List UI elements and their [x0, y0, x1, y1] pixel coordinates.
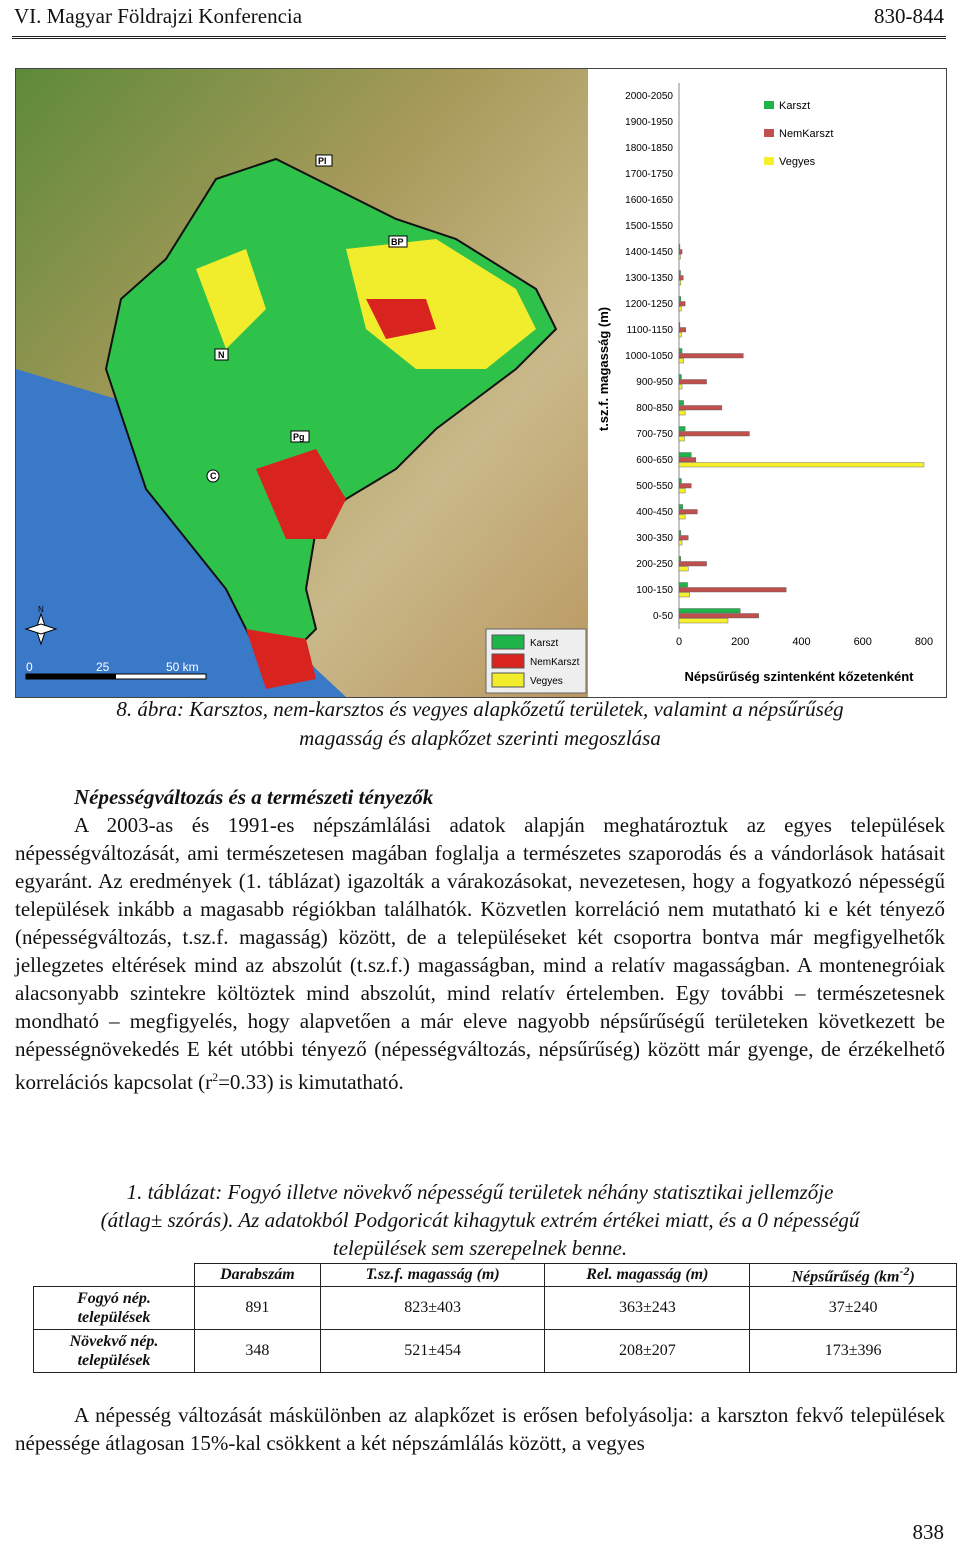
row-label: Fogyó nép. települések — [34, 1287, 195, 1330]
table-caption — [15, 1178, 945, 1262]
bar-vegyes — [679, 489, 685, 494]
table-cell: 363±243 — [545, 1287, 750, 1330]
bar-karszt — [679, 401, 684, 406]
bar-vegyes — [679, 437, 685, 442]
y-tick-label: 400-450 — [636, 507, 673, 518]
figure-label: 8. ábra: — [116, 697, 184, 721]
bar-nemkarszt — [679, 354, 743, 359]
north-label: N — [38, 605, 44, 614]
bar-vegyes — [679, 463, 924, 468]
bar-vegyes — [679, 619, 728, 624]
table-cell: 37±240 — [750, 1287, 957, 1330]
bar-nemkarszt — [679, 588, 786, 593]
x-tick-label: 400 — [792, 636, 811, 648]
figure-caption-line1 — [0, 697, 960, 722]
section-heading: Népességváltozás és a természeti tényezők — [74, 785, 434, 809]
y-tick-label: 1900-1950 — [625, 117, 673, 128]
bar-nemkarszt — [679, 380, 707, 385]
table-cell: 823±403 — [320, 1287, 545, 1330]
x-tick-label: 800 — [914, 636, 934, 648]
y-tick-label: 1700-1750 — [625, 169, 673, 180]
scale-label: 25 — [96, 660, 110, 674]
table-header: Rel. magasság (m) — [545, 1264, 750, 1287]
table-cell: 521±454 — [320, 1330, 545, 1373]
y-tick-label: 1400-1450 — [625, 247, 673, 258]
table-header: Népsűrűség $(km^{-2})$ — [750, 1264, 957, 1287]
bar-karszt — [679, 245, 680, 250]
bar-nemkarszt — [679, 614, 759, 619]
legend-label: Karszt — [530, 638, 559, 649]
map-legend — [486, 629, 586, 693]
table-cell: 348 — [195, 1330, 321, 1373]
scale-label: 50 km — [166, 660, 199, 674]
y-tick-label: 600-650 — [636, 455, 673, 466]
town-label: N — [218, 350, 225, 360]
table-header-row — [34, 1264, 957, 1287]
town-label: Pl — [318, 156, 327, 166]
bar-karszt — [679, 609, 740, 614]
town-label: BP — [391, 237, 404, 247]
bar-nemkarszt — [679, 510, 697, 515]
table-row — [34, 1287, 957, 1330]
bar-karszt — [679, 453, 691, 458]
bar-nemkarszt — [679, 432, 749, 437]
body-paragraph — [15, 811, 945, 1096]
bar-nemkarszt — [679, 458, 696, 463]
bar-karszt — [679, 427, 685, 432]
bar-vegyes — [679, 593, 690, 598]
chart-legend-label: Vegyes — [779, 156, 816, 168]
table-caption-line: települések sem szerepelnek benne. — [332, 1236, 628, 1260]
y-tick-label: 900-950 — [636, 377, 673, 388]
bar-karszt — [679, 323, 680, 328]
bar-vegyes — [679, 281, 681, 286]
y-tick-label: 1000-1050 — [625, 351, 673, 362]
y-tick-label: 1200-1250 — [625, 299, 673, 310]
town-label: C — [210, 471, 217, 481]
map-and-chart-figure — [16, 69, 946, 697]
bar-vegyes — [679, 333, 681, 338]
y-axis-title: t.sz.f. magasság (m) — [596, 306, 611, 432]
bar-vegyes — [679, 359, 684, 364]
table-caption-line: 1. táblázat: Fogyó illetve növekvő népességű területek néhány statisztikai jellemzője — [126, 1180, 834, 1204]
table-corner — [34, 1264, 195, 1287]
y-tick-label: 1800-1850 — [625, 143, 673, 154]
bar-karszt — [679, 557, 681, 562]
table-cell: 208±207 — [545, 1330, 750, 1373]
y-tick-label: 1600-1650 — [625, 195, 673, 206]
y-tick-label: 100-150 — [636, 585, 673, 596]
conference-title: VI. Magyar Földrajzi Konferencia — [14, 4, 303, 28]
bar-nemkarszt — [679, 302, 685, 307]
bar-nemkarszt — [679, 328, 686, 333]
page-number: 838 — [912, 1520, 944, 1544]
bar-vegyes — [679, 255, 681, 260]
bar-vegyes — [679, 515, 685, 520]
body-text: A 2003-as és 1991-es népszámlálási adatok alapján meghatároztuk az egyes települések népességváltozását, ami természetesen magában foglalja a természetes szaporodás és a vándorlások hatásait egyaránt. Az eredmények (1. táblázat) igazolták a várakozásokat, nevezetesen, hogy a fogyatkozó népességű települések inkább a magasabb régiókban találhatók. Közvetlen korreláció nem mutatható ki e két tényező (népességváltozás, t.sz.f. magasság) között, de a településeket két csoportra bontva már megfigyelhetők jellegzetes eltérések mind az abszolút (t.sz.f.) magasságban, mind a relatív magasságban. A montenegróiak alacsonyabb szintekre költöztek mind abszolút, mind relatív értelemben. Egy további – természetesnek mondható – megfigyelés, hogy alapvetően a már eleve nagyobb népsűrűségű területeken következett be népességnövekedés E két utóbbi tényező (népességváltozás, népsűrűség) között már gyenge, de érzékelhető korrelációs kapcsolat — [15, 813, 945, 1094]
y-tick-label: 1100-1150 — [626, 325, 673, 336]
bar-vegyes — [679, 411, 685, 416]
bar-karszt — [679, 375, 681, 380]
table-cell: 891 — [195, 1287, 321, 1330]
bar-vegyes — [679, 567, 688, 572]
statistics-table — [33, 1263, 957, 1373]
table-header: T.sz.f. magasság (m) — [320, 1264, 545, 1287]
bar-nemkarszt — [679, 562, 707, 567]
chart-legend-label: NemKarszt — [779, 128, 834, 140]
y-tick-label: 0-50 — [652, 611, 673, 622]
figure-caption-line2: magasság és alapkőzet szerinti megoszlása — [299, 726, 661, 750]
town-label: Pg — [293, 432, 305, 442]
y-tick-label: 300-350 — [636, 533, 673, 544]
bar-karszt — [679, 297, 681, 302]
bar-karszt — [679, 271, 681, 276]
bar-nemkarszt — [679, 484, 691, 489]
body-tail: $(r^2=0.33)$ is kimutatható. — [198, 1070, 404, 1094]
y-tick-label: 700-750 — [636, 429, 673, 440]
figure-caption-text: Karsztos, nem-karsztos és vegyes alapkőzetű területek, valamint a népsűrűség — [184, 697, 844, 721]
y-tick-label: 800-850 — [636, 403, 673, 414]
table-caption-line: (átlag± szórás). Az adatokból Podgoricát kihagytuk extrém értékei miatt, és a 0 népességű — [100, 1208, 860, 1232]
bar-vegyes — [679, 385, 682, 390]
bar-karszt — [679, 505, 683, 510]
x-tick-label: 200 — [731, 636, 750, 648]
bar-vegyes — [679, 541, 682, 546]
y-tick-label: 500-550 — [636, 481, 673, 492]
figure-8 — [15, 68, 947, 698]
bar-karszt — [679, 531, 681, 536]
y-tick-label: 1500-1550 — [625, 221, 673, 232]
x-tick-label: 600 — [853, 636, 872, 648]
map — [16, 69, 588, 697]
closing-paragraph — [15, 1401, 945, 1457]
bar-vegyes — [679, 307, 681, 312]
y-tick-label: 1300-1350 — [625, 273, 673, 284]
bar-nemkarszt — [679, 406, 722, 411]
running-header — [12, 2, 946, 39]
page-range: 830-844 — [874, 4, 944, 28]
table-row — [34, 1330, 957, 1373]
chart-legend-label: Karszt — [779, 100, 811, 112]
bar-karszt — [679, 349, 682, 354]
y-tick-label: 200-250 — [636, 559, 673, 570]
bar-nemkarszt — [679, 250, 682, 255]
density-chart — [588, 69, 946, 697]
row-label: Növekvő nép. települések — [34, 1330, 195, 1373]
bar-karszt — [679, 479, 681, 484]
legend-label: NemKarszt — [530, 657, 580, 668]
y-tick-label: 2000-2050 — [625, 91, 673, 102]
table-header: Darabszám — [195, 1264, 321, 1287]
bar-nemkarszt — [679, 536, 688, 541]
chart-title: Népsűrűség szintenként kőzetenként — [684, 669, 914, 684]
x-tick-label: 0 — [675, 636, 683, 648]
bar-karszt — [679, 583, 688, 588]
table-cell: 173±396 — [750, 1330, 957, 1373]
closing-text: A népesség változását máskülönben az alapkőzet is erősen befolyásolja: a karszton fekvő települések népessége átlagosan 15%-kal csökkent a két népszámlálás között, a vegyes — [15, 1403, 945, 1455]
legend-label: Vegyes — [530, 676, 563, 687]
bar-nemkarszt — [679, 276, 683, 281]
scale-label: 0 — [26, 660, 33, 674]
